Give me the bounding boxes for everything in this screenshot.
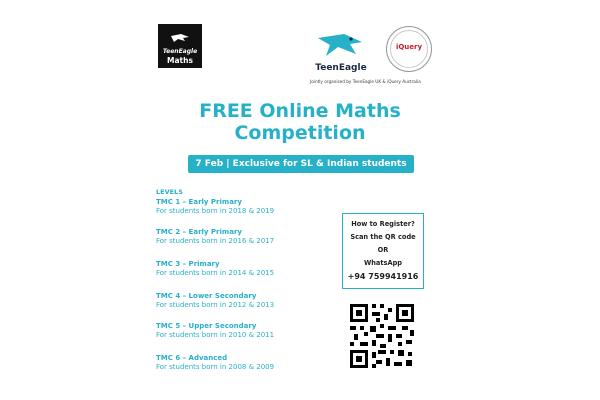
page-title-line-2: Competition [234, 122, 366, 144]
register-whatsapp-text: WhatsApp [363, 259, 403, 267]
level-name: TMC 1 – Early Primary [156, 198, 242, 206]
brand-box-top-text: TeenEagle [162, 48, 198, 55]
eagle-icon [170, 32, 190, 44]
level-name: TMC 6 – Advanced [156, 354, 228, 362]
register-heading: How to Register? [351, 220, 415, 228]
level-eligibility: For students born in 2018 & 2019 [156, 207, 275, 215]
register-scan-text: Scan the QR code [350, 233, 416, 241]
teeneagle-maths-logo [158, 24, 202, 68]
register-or-text: OR [377, 246, 389, 254]
page-title-line-1: FREE Online Maths [199, 100, 401, 122]
eagle-icon [310, 30, 372, 62]
qr-code-icon[interactable] [348, 302, 416, 370]
level-item [156, 354, 274, 372]
level-name: TMC 5 – Upper Secondary [156, 322, 257, 330]
iquery-wordmark: iQuery [395, 43, 423, 51]
competition-poster [148, 16, 452, 388]
level-item [156, 228, 274, 246]
level-name: TMC 2 – Early Primary [156, 228, 242, 236]
level-name: TMC 3 – Primary [156, 260, 220, 268]
teeneagle-logo [310, 30, 372, 76]
registration-box [342, 213, 424, 289]
level-item [156, 322, 274, 340]
level-eligibility: For students born in 2014 & 2015 [156, 269, 275, 277]
level-eligibility: For students born in 2016 & 2017 [156, 237, 275, 245]
brand-box-bottom-text: Maths [167, 56, 193, 65]
level-name: TMC 4 – Lower Secondary [156, 292, 257, 300]
level-item [156, 292, 274, 310]
whatsapp-phone-number[interactable]: +94 759941916 [347, 272, 419, 281]
level-item [156, 260, 274, 278]
iquery-logo [386, 26, 432, 72]
teeneagle-wordmark: TeenEagle [315, 63, 367, 73]
level-item [156, 198, 274, 216]
level-eligibility: For students born in 2008 & 2009 [156, 363, 275, 371]
level-eligibility: For students born in 2010 & 2011 [156, 331, 275, 339]
date-banner: 7 Feb | Exclusive for SL & Indian students [188, 155, 414, 173]
organised-by-text: Jointly organised by TeenEagle UK & iQuery Australia [310, 79, 421, 84]
level-eligibility: For students born in 2012 & 2013 [156, 301, 275, 309]
levels-heading: LEVELS [156, 188, 183, 196]
